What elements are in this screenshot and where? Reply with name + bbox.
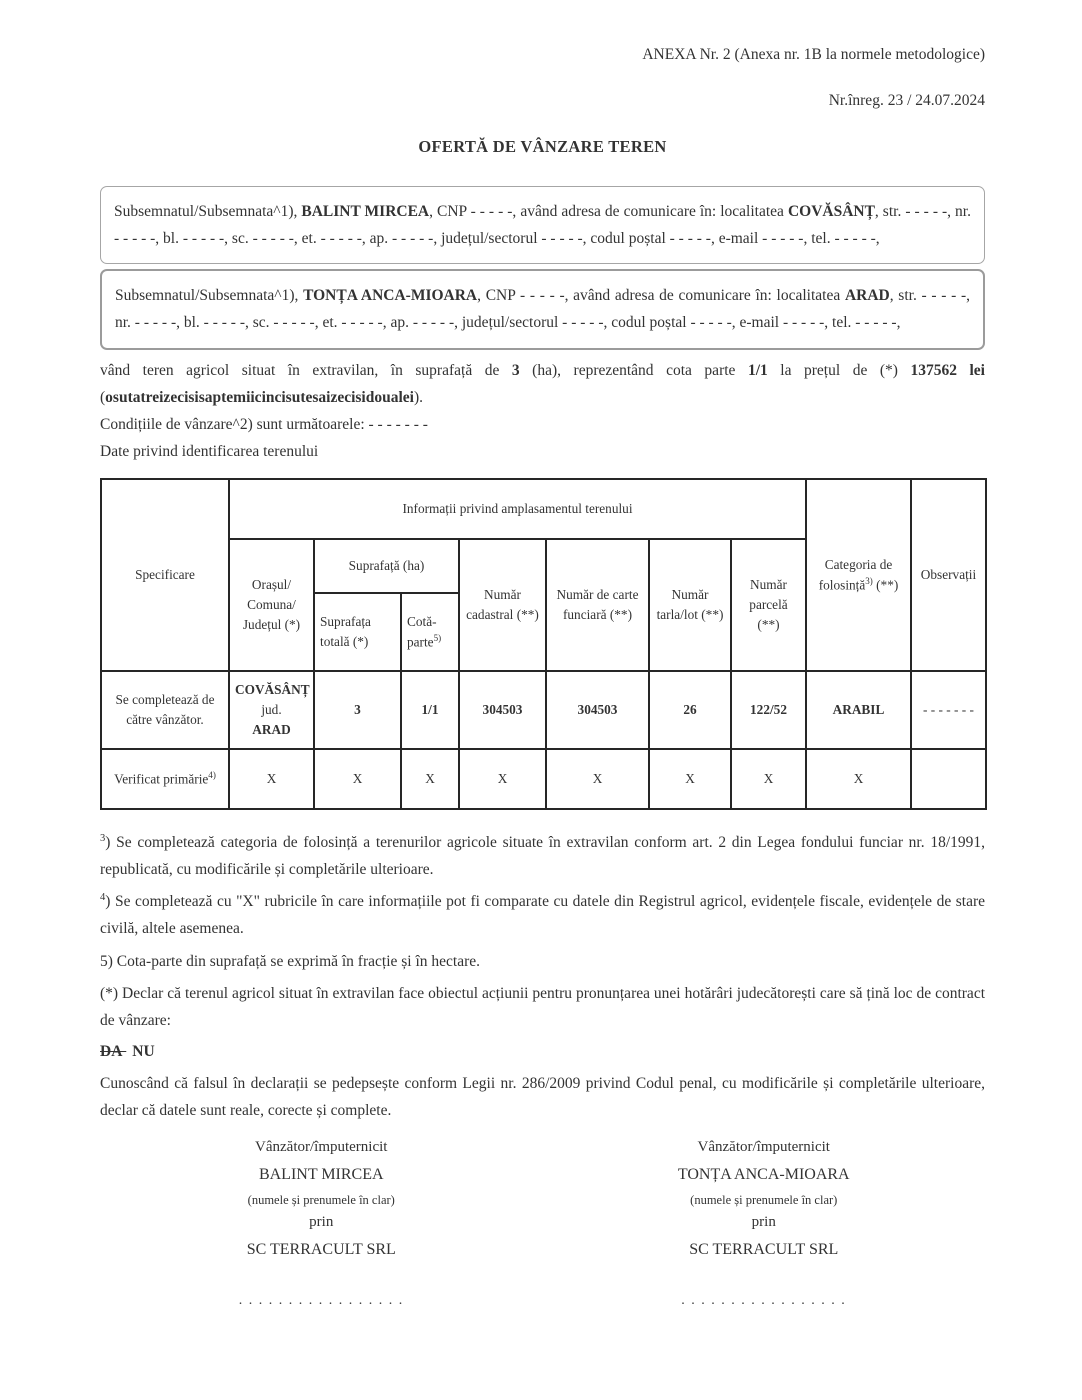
verificat-mark: X — [314, 749, 401, 809]
seller-locality: COVĂSÂNȚ — [235, 682, 310, 698]
declarant2-locality: ARAD — [844, 287, 890, 305]
seller-nr-tarla: 26 — [649, 671, 731, 749]
col-header-cota-parte — [401, 593, 459, 671]
seller-categoria: ARABIL — [806, 671, 911, 749]
signer-company: SC TERRACULT SRL — [689, 1240, 839, 1258]
penalty-statement: Cunoscând că falsul în declarații se pedepsește conform Legii nr. 286/2009 privind Codul penal, cu modificările și completările ulterioare, declar că datele sunt reale, corecte și complete. — [100, 1075, 985, 1120]
col-header-orasul: Orașul/ Comuna/ Județul (*) — [229, 539, 314, 671]
declarant2-name: TONȚA ANCA-MIOARA — [303, 287, 478, 305]
seller-row-label: Se completează de către vânzător. — [101, 671, 229, 749]
verificat-mark: X — [546, 749, 649, 809]
categoria-superscript: 3) — [865, 575, 873, 586]
declarant1-name: BALINT MIRCEA — [301, 203, 430, 220]
footnote-3-superscript: 3 — [100, 832, 106, 844]
col-header-categoria — [806, 479, 911, 671]
seller-nr-parcela: 122/52 — [731, 671, 806, 749]
declarant-box-1 — [100, 186, 985, 264]
offer-text-1: vând teren agricol situat în extravilan, în suprafață de — [100, 361, 512, 379]
col-group-suprafata: Suprafață (ha) — [314, 539, 459, 593]
verificat-superscript: 4) — [208, 769, 216, 780]
verificat-row-label — [101, 749, 229, 809]
offer-paragraph — [100, 357, 985, 411]
signer-prin: prin — [751, 1214, 776, 1231]
categoria-label: Categoria de folosință — [818, 556, 893, 593]
col-header-nr-parcela: Număr parcelă (**) — [731, 539, 806, 671]
seller-suprafata: 3 — [314, 671, 401, 749]
footnote-4-superscript: 4 — [100, 892, 106, 904]
court-declaration: (*) Declar că terenul agricol situat în extravilan face obiectul acțiunii pentru pronunțarea unei hotărâri judecătorești care să țină loc de contract de vânzare: — [100, 984, 985, 1029]
seller-cota: 1/1 — [401, 671, 459, 749]
footnote-3-text: ) Se completează categoria de folosință a terenurilor agricole situate în extravilan conform art. 2 din Legea fondului funciar nr. 18/1991, republicată, cu modificările și completările ulterioare. — [100, 834, 985, 879]
footnote-4 — [100, 888, 985, 942]
signature-section — [100, 1137, 985, 1310]
declarant2-intro: Subsemnatul/Subsemnata^1), — [115, 287, 304, 305]
table-row-verificat — [101, 749, 986, 809]
land-id-heading: Date privind identificarea terenului — [100, 442, 319, 460]
seller-locality-cell — [229, 671, 314, 749]
verificat-mark: X — [731, 749, 806, 809]
signer-company: SC TERRACULT SRL — [246, 1240, 396, 1258]
signer-note: (numele și prenumele în clar) — [247, 1193, 395, 1208]
declarant1-intro: Subsemnatul/Subsemnata^1), — [114, 203, 302, 220]
footnote-5: 5) Cota-parte din suprafață se exprimă în fracție și în hectare. — [100, 952, 481, 970]
declarant2-mid: , CNP - - - - -, având adresa de comunicare în: localitatea — [477, 287, 845, 305]
footnote-4-text: ) Se completează cu "X" rubricile în care informațiile pot fi comparate cu datele din Registrul agricol, evidențele fiscale, evidențele de stare civilă, altele asemenea. — [100, 893, 985, 938]
seller-nr-carte: 304503 — [546, 671, 649, 749]
land-identification-table — [100, 478, 987, 810]
col-group-amplasament: Informații privind amplasamentul terenului — [229, 479, 806, 539]
col-header-nr-carte: Număr de carte funciară (**) — [546, 539, 649, 671]
verificat-observatii — [911, 749, 986, 809]
categoria-suffix: (**) — [872, 577, 899, 593]
signer-role: Vânzător/împuternicit — [255, 1139, 388, 1156]
offer-price-words: osutatreizecisisaptemiicincisutesaizecisidoualei — [105, 388, 414, 406]
verificat-label: Verificat primărie — [114, 771, 209, 787]
seller-observatii: - - - - - - - — [911, 671, 986, 749]
declarant-box-2 — [100, 269, 985, 349]
cota-parte-label: Cotă-parte — [407, 613, 437, 650]
verificat-mark: X — [649, 749, 731, 809]
cota-parte-superscript: 5) — [433, 632, 442, 643]
registration-number: Nr.înreg. 23 / 24.07.2024 — [828, 92, 985, 109]
verificat-mark: X — [459, 749, 546, 809]
offer-text-2: (ha), reprezentând cota parte — [519, 361, 748, 379]
sale-conditions: Condițiile de vânzare^2) sunt următoarele: - - - - - - - — [100, 415, 428, 433]
verificat-mark: X — [229, 749, 314, 809]
verificat-mark: X — [806, 749, 911, 809]
declarant1-rest: , str. - - - - -, nr. - - - - -, bl. - - - - -, sc. - - - - -, et. - - - - -, ap. - - - - -, județul/sectorul - - - - -, codul poștal - - - - -, e-mail - - - - -, tel. - - - - -, — [114, 203, 971, 248]
declarant2-rest: , str. - - - - -, nr. - - - - -, bl. - - - - -, sc. - - - - -, et. - - - - -, ap. - - - - -, județul/sectorul - - - - -, codul poștal - - - - -, e-mail - - - - -, tel. - - - - -, — [115, 287, 970, 332]
signature-right — [543, 1137, 986, 1310]
signature-left — [100, 1137, 543, 1310]
signer-name: BALINT MIRCEA — [258, 1166, 384, 1184]
col-header-nr-tarla: Număr tarla/lot (**) — [649, 539, 731, 671]
offer-text-4: ( — [100, 388, 106, 406]
footnote-3 — [100, 829, 985, 883]
col-header-observatii: Observații — [911, 479, 986, 671]
page-title: OFERTĂ DE VÂNZARE TEREN — [418, 137, 667, 156]
signature-line: . . . . . . . . . . . . . . . . . — [238, 1292, 404, 1308]
annex-label: ANEXA Nr. 2 (Anexa nr. 1B la normele metodologice) — [642, 46, 985, 63]
offer-area: 3 — [511, 361, 520, 379]
table-row-seller — [101, 671, 986, 749]
seller-nr-cadastral: 304503 — [459, 671, 546, 749]
offer-text-5: ). — [413, 388, 424, 406]
offer-share: 1/1 — [747, 361, 768, 379]
col-header-suprafata-totala: Suprafața totală (*) — [314, 593, 401, 671]
declarant1-mid: , CNP - - - - -, având adresa de comunicare în: localitatea — [429, 203, 788, 220]
signer-prin: prin — [309, 1214, 334, 1231]
seller-county: ARAD — [252, 721, 291, 737]
offer-price: 137562 lei — [910, 361, 985, 379]
signer-note: (numele și prenumele în clar) — [690, 1193, 838, 1208]
col-header-specificare: Specificare — [101, 479, 229, 671]
seller-jud-label: jud. — [261, 702, 282, 718]
verificat-mark: X — [401, 749, 459, 809]
nu-option: NU — [132, 1042, 155, 1060]
da-option-struck: DA — [100, 1042, 127, 1060]
col-header-nr-cadastral: Număr cadastral (**) — [459, 539, 546, 671]
signature-line: . . . . . . . . . . . . . . . . . — [681, 1292, 847, 1308]
da-nu-choice — [100, 1038, 985, 1065]
declarant1-locality: COVĂSÂNȚ — [787, 203, 875, 220]
signer-name: TONȚA ANCA-MIOARA — [677, 1166, 850, 1184]
signer-role: Vânzător/împuternicit — [697, 1139, 830, 1156]
offer-text-3: la prețul de (*) — [767, 361, 911, 379]
